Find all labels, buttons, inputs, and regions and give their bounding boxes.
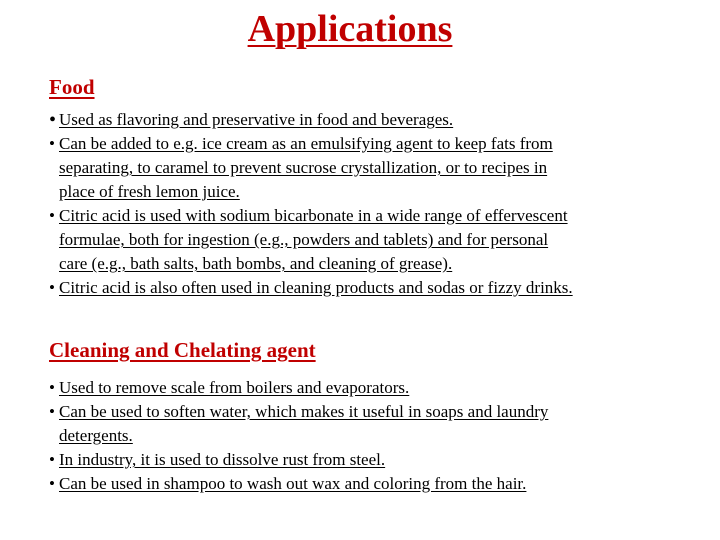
cleaning-bullet-list <box>49 376 689 496</box>
bullet-icon: • <box>49 474 55 493</box>
section-heading-food: Food <box>49 75 95 99</box>
bullet-icon: • <box>49 109 57 131</box>
bullet-icon: • <box>49 278 55 297</box>
list-item <box>49 204 689 276</box>
bullet-text: Used to remove scale from boilers and evaporators. <box>59 378 410 397</box>
bullet-icon: • <box>49 134 55 153</box>
bullet-text: Used as flavoring and preservative in food and beverages. <box>59 110 454 129</box>
list-item <box>49 108 689 132</box>
list-item <box>49 276 689 300</box>
bullet-text: Citric acid is also often used in cleaning products and sodas or fizzy drinks. <box>59 278 573 297</box>
list-item <box>49 400 689 448</box>
food-bullet-list <box>49 108 689 300</box>
bullet-text: In industry, it is used to dissolve rust from steel. <box>59 450 386 469</box>
list-item <box>49 448 689 472</box>
section-heading-cleaning: Cleaning and Chelating agent <box>49 338 316 362</box>
bullet-icon: • <box>49 402 55 421</box>
bullet-text: Can be used to soften water, which makes it useful in soaps and laundry detergents. <box>59 402 549 445</box>
page-title: Applications <box>247 8 453 50</box>
bullet-icon: • <box>49 206 55 225</box>
bullet-icon: • <box>49 378 55 397</box>
bullet-text: Citric acid is used with sodium bicarbonate in a wide range of effervescent formulae, both for ingestion (e.g., powders and tablets) and for personal care (e.g., bath salts, bath bombs, and cleaning of grease). <box>59 206 568 273</box>
list-item <box>49 132 689 204</box>
bullet-text: Can be added to e.g. ice cream as an emulsifying agent to keep fats from separating, to caramel to prevent sucrose crystallization, or to recipes in place of fresh lemon juice. <box>59 134 553 201</box>
list-item <box>49 376 689 400</box>
bullet-icon: • <box>49 450 55 469</box>
bullet-text: Can be used in shampoo to wash out wax and coloring from the hair. <box>59 474 527 493</box>
list-item <box>49 472 689 496</box>
